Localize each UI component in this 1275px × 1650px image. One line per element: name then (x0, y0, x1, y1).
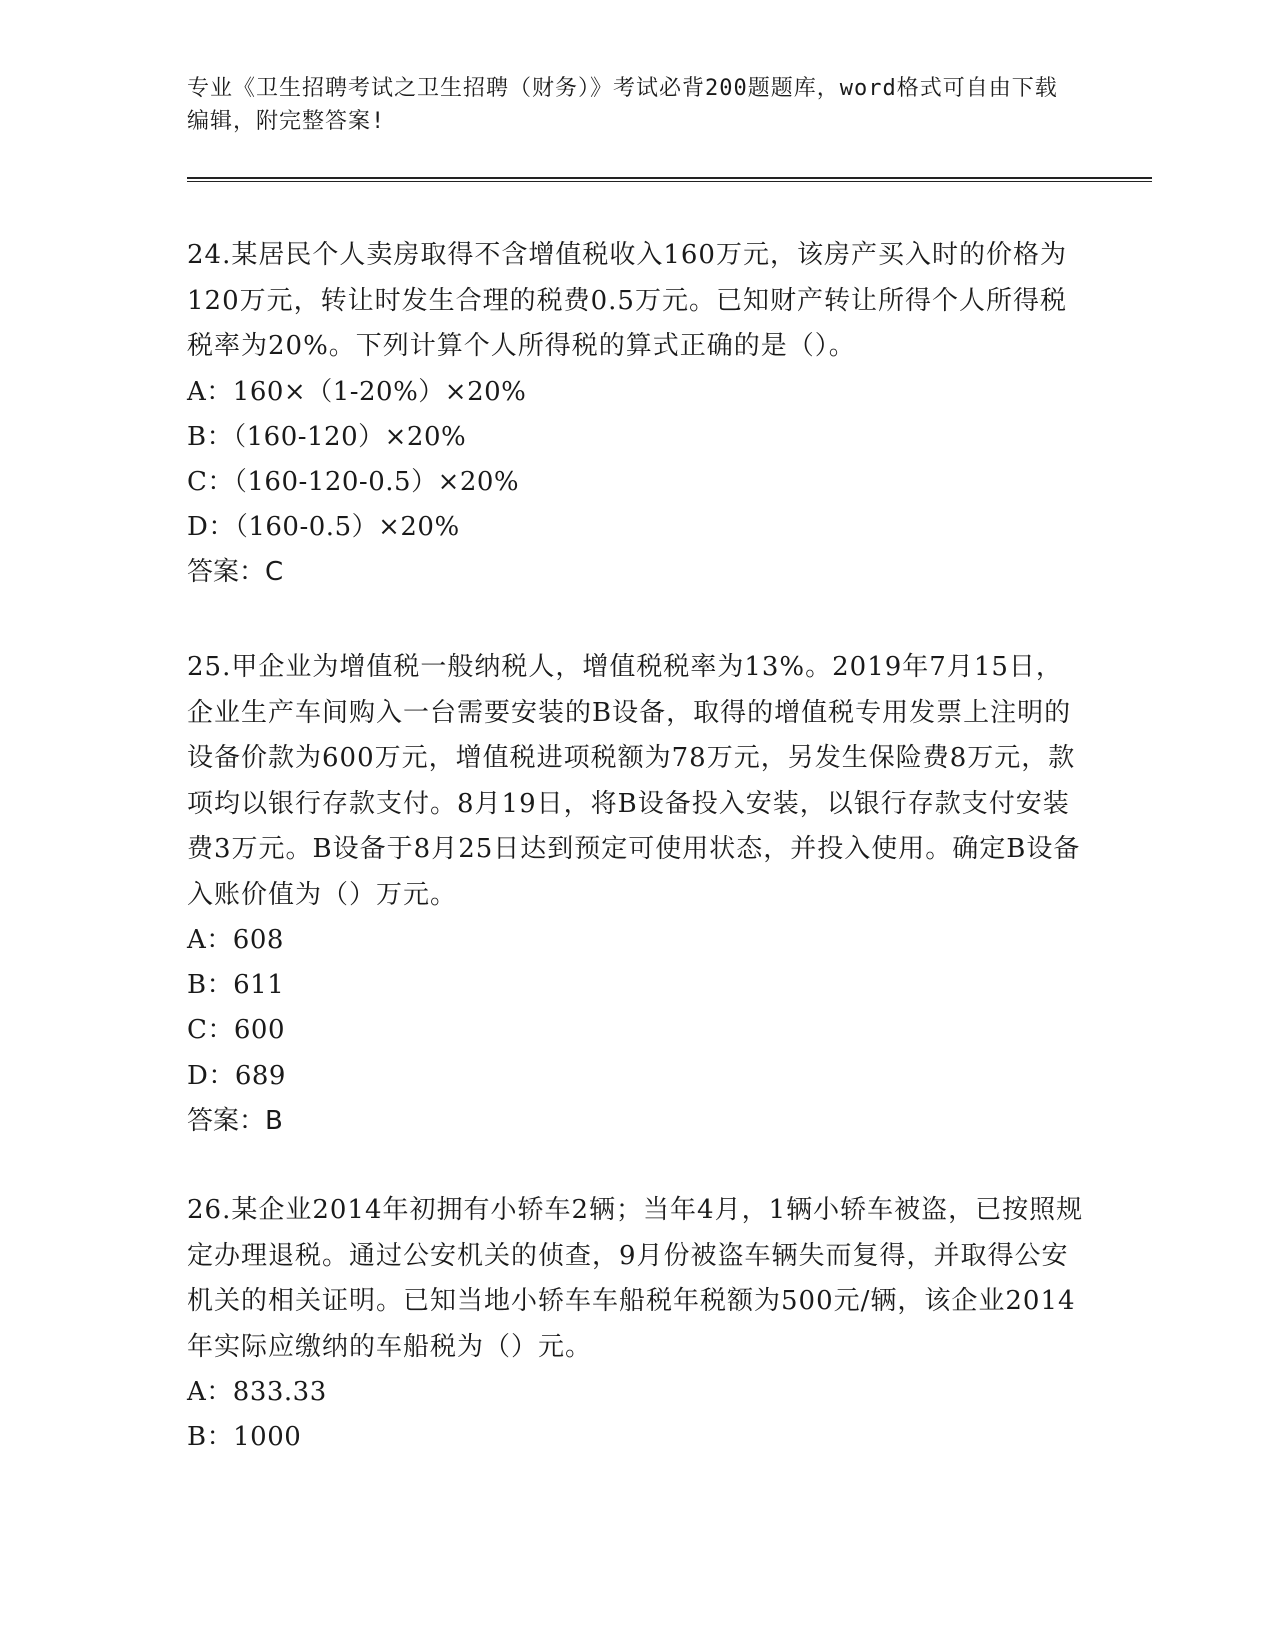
option-b: B：611 (187, 970, 285, 1001)
option-list (187, 918, 1087, 1099)
document-header: 专业《卫生招聘考试之卫生招聘（财务）》考试必背200题题库，word格式可自由下载编辑，附完整答案! (187, 76, 1058, 134)
question-24 (187, 233, 1087, 595)
option-d: D：689 (187, 1060, 286, 1091)
option-a: A：833.33 (187, 1377, 327, 1407)
question-stem: 24.某居民个人卖房取得不含增值税收入160万元，该房产买入时的价格为120万元，转让时发生合理的税费0.5万元。已知财产转让所得个人所得税税率为20%。下列计算个人所得税的算式正确的是（）。 (187, 240, 1067, 361)
option-b: B：（160-120）×20% (187, 421, 467, 452)
answer-line: 答案：B (187, 1105, 283, 1136)
option-list (187, 370, 1087, 551)
option-c: C：（160-120-0.5）×20% (187, 466, 520, 497)
question-26 (187, 1188, 1087, 1460)
option-b: B：1000 (187, 1422, 302, 1453)
option-list (187, 1370, 1087, 1460)
question-25 (187, 645, 1087, 1144)
option-a: A：160×（1-20%）×20% (187, 376, 527, 407)
answer-line: 答案：C (187, 557, 284, 588)
header-divider (187, 177, 1152, 182)
question-stem: 25.甲企业为增值税一般纳税人，增值税税率为13%。2019年7月15日，企业生产车间购入一台需要安装的B设备，取得的增值税专用发票上注明的设备价款为600万元，增值税进项税额为78万元，另发生保险费8万元，款项均以银行存款支付。8月19日，将B设备投入安装，以银行存款支付安装费3万元。B设备于8月25日达到预定可使用状态，并投入使用。确定B设备入账价值为（）万元。 (187, 652, 1081, 910)
option-d: D：（160-0.5）×20% (187, 512, 460, 543)
option-c: C：600 (187, 1015, 286, 1046)
question-stem: 26.某企业2014年初拥有小轿车2辆；当年4月，1辆小轿车被盗，已按照规定办理退税。通过公安机关的侦查，9月份被盗车辆失而复得，并取得公安机关的相关证明。已知当地小轿车车船税年税额为500元/辆，该企业2014年实际应缴纳的车船税为（）元。 (187, 1195, 1084, 1362)
option-a: A：608 (187, 925, 284, 955)
